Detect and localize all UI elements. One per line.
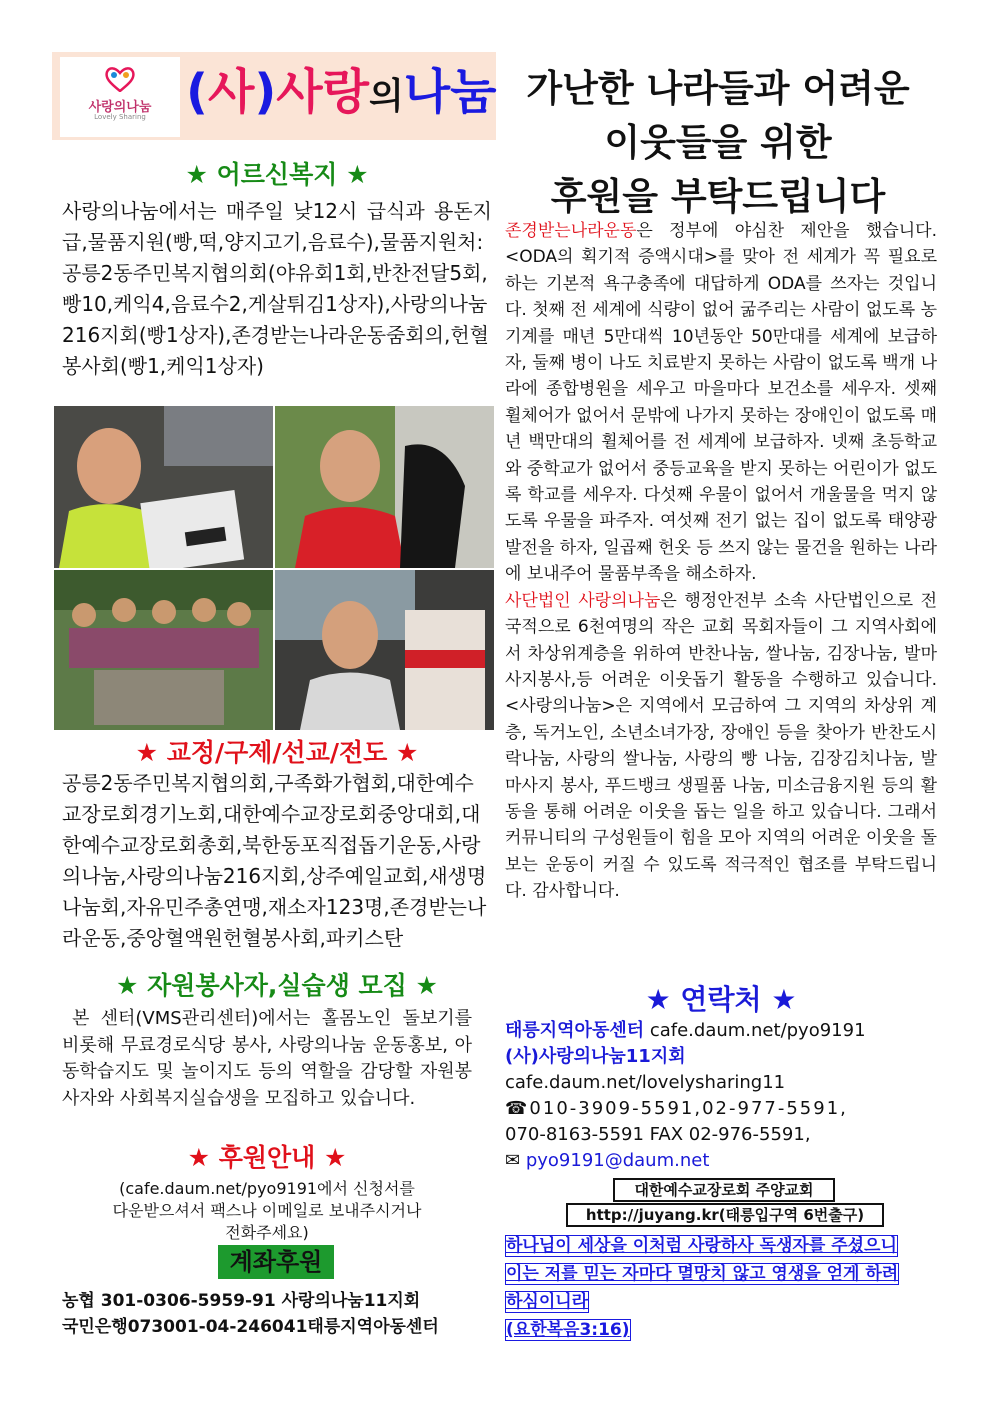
donation-line: 전화주세요) xyxy=(225,1223,309,1242)
verse-line: 이는 저를 믿는 자마다 멸망치 않고 영생을 얻게 하려 xyxy=(506,1264,899,1284)
center-name: 태릉지역아동센터 xyxy=(505,1020,645,1041)
brand-na: 나 xyxy=(403,64,451,120)
verse-line: 하나님이 세상을 이처럼 사랑하사 독생자를 주셨으니 xyxy=(506,1236,897,1256)
donation-line: 다운받으셔서 팩스나 이메일로 보내주시거나 xyxy=(112,1201,422,1220)
photo-3 xyxy=(54,570,273,730)
mission-title: ★ 교정/구제/선교/전도 ★ xyxy=(135,738,419,767)
email-link[interactable]: pyo9191@daum.net xyxy=(525,1150,710,1171)
oda-highlight: 존경받는나라운동 xyxy=(505,221,637,241)
logo-subtitle: Lovely Sharing xyxy=(94,113,146,121)
verse-line: 하심이니라 xyxy=(506,1292,589,1312)
oda-body: 은 정부에 야심찬 제안을 했습니다. <ODA의 획기적 증액시대>를 맞아 전 세계가 꼭 필요로 하는 기본적 욕구충족에 대답하게 ODA를 쓰자는 것입니다. 첫째 전 세계에 식량이 없어 굶주리는 사람이 없도록 농기계를 매년 5만대씩 10년동안 50만대를 세계에 보급하자, 둘째 병이 나도 치료받지 못하는 사람이 없도록 백개 나라에 종합병원을 세우고 마을마다 보건소를 세우자. 셋째 휠체어가 없어서 문밖에 나가지 못하는 장애인이 없도록 매년 백만대의 휠체어를 전 세계에 보급하자. 넷째 초등학교와 중학교가 없어서 중등교육을 받지 못하는 어린이가 없도록 학교를 세우자. 다섯째 우물이 없어서 개울물을 먹지 않도록 우물을 파주자. 여섯째 전기 없는 집이 없도록 태양광 발전을 하자, 일곱째 헌옷 등 쓰지 않는 물건을 원하는 나라에 보내주어 물품부족을 해소하자. xyxy=(505,221,937,585)
church-url-link[interactable]: http://juyang.kr(태릉입구역 6번출구) xyxy=(566,1203,884,1227)
brand-open: ( xyxy=(186,64,208,120)
volunteer-body: 본 센터(VMS관리센터)에서는 홀몸노인 돌보기를 비롯해 무료경로식당 봉사, 사랑의나눔 운동홍보, 아동학습지도 및 놀이지도 등의 역할을 감당할 자원봉사자와 사회복지실습생을 모집하고 있습니다. xyxy=(62,1008,472,1109)
headline-line: 가난한 나라들과 어려운 xyxy=(526,67,910,110)
donation-info xyxy=(62,1178,472,1244)
account-badge: 계좌후원 xyxy=(218,1245,334,1279)
photo-2 xyxy=(275,406,494,568)
donation-title: ★ 후원안내 ★ xyxy=(187,1143,347,1172)
brand-title xyxy=(186,52,496,132)
right-article xyxy=(505,218,937,905)
org-highlight: 사단법인 사랑의나눔 xyxy=(505,590,661,611)
heart-logo-icon xyxy=(104,66,136,92)
account-kookmin: 국민은행073001-04-246041태릉지역아동센터 xyxy=(62,1317,439,1337)
photo-4 xyxy=(275,570,494,730)
phone-numbers: 010-3909-5591,02-977-5591, xyxy=(529,1098,848,1119)
bible-verse xyxy=(505,1232,940,1344)
headline-line: 이웃들을 위한 xyxy=(604,121,832,164)
branch-name: (사)사랑의나눔11지회 xyxy=(505,1046,686,1067)
headline-line: 후원을 부탁드립니다 xyxy=(550,175,886,218)
donation-line: (cafe.daum.net/pyo9191에서 신청서를 xyxy=(119,1179,415,1198)
photo-2-illustration xyxy=(275,406,494,568)
center-url-link[interactable]: cafe.daum.net/pyo9191 xyxy=(649,1020,866,1041)
mission-body: 공릉2동주민복지협의회,구족화가협회,대한예수교장로회경기노회,대한예수교장로회중앙대회,대한예수교장로회총회,북한동포직접돕기운동,사랑의나눔,사랑의나눔216지회,상주예일교회,새생명나눔회,자유민주총연맹,재소자123명,존경받는나라운동,중앙혈액원헌혈봉사회,파키스탄 xyxy=(62,771,487,950)
photo-4-illustration xyxy=(275,570,494,730)
church-name: 대한예수교장로회 주양교회 xyxy=(613,1178,835,1202)
contact-title: ★ 연락처 ★ xyxy=(645,983,797,1016)
photo-1-illustration xyxy=(54,406,273,568)
logo-text: 사랑의나눔 xyxy=(88,100,152,115)
elderly-body: 사랑의나눔에서는 매주일 낮12시 급식과 용돈지급,물품지원(빵,떡,양지고기,음료수),물품지원처:공릉2동주민복지협의회(야유회1회,반찬전달5회,빵10,케익4,음료수2,게살튀김1상자),사랑의나눔216지회(빵1상자),존경받는나라운동줌회의,헌혈봉사회(빵1,케익1상자) xyxy=(62,199,492,378)
branch-url-link[interactable]: cafe.daum.net/lovelysharing11 xyxy=(505,1072,786,1093)
headline xyxy=(498,62,938,224)
volunteer-title: ★ 자원봉사자,실습생 모집 ★ xyxy=(116,971,438,1000)
brand-sa: 사 xyxy=(207,64,255,120)
account-nonghyup: 농협 301-0306-5959-91 사랑의나눔11지회 xyxy=(62,1291,421,1311)
verse-reference: (요한복음3:16) xyxy=(506,1320,630,1340)
brand-num: 눔 xyxy=(450,64,497,120)
phone-icon: ☎ xyxy=(505,1098,530,1119)
photo-1 xyxy=(54,406,273,568)
mail-icon: ✉ xyxy=(505,1150,521,1171)
brand-sarang: 사랑 xyxy=(276,64,369,120)
brand-ui: 의 xyxy=(369,76,404,117)
photo-3-illustration xyxy=(54,570,273,730)
elderly-title: ★ 어르신복지 ★ xyxy=(185,160,369,189)
phone-fax: 070-8163-5591 FAX 02-976-5591, xyxy=(505,1124,811,1145)
account-list xyxy=(62,1288,492,1340)
contact-block xyxy=(505,1018,945,1174)
brand-close: ) xyxy=(254,64,277,120)
org-body: 은 행정안전부 소속 사단법인으로 전국적으로 6천여명의 작은 교회 목회자들이 그 지역사회에서 차상위계층을 위하여 반찬나눔, 쌀나눔, 김장나눔, 발마사지봉사,등 어려운 이웃돕기 활동을 수행하고 있습니다. <사랑의나눔>은 지역에서 모금하여 그 지역의 차상위 계층, 독거노인, 소년소녀가장, 장애인 등을 찾아가 반찬도시락나눔, 사랑의 쌀나눔, 사랑의 빵 나눔, 김장김치나눔, 발마사지 봉사, 푸드뱅크 생필품 나눔, 미소금융지원 등의 활동을 통해 어려운 이웃을 돕는 일을 하고 있습니다. 그래서 커뮤니티의 구성원들이 힘을 모아 지역의 어려운 이웃을 돌보는 운동이 커질 수 있도록 적극적인 협조를 부탁드립니다. 감사합니다. xyxy=(505,590,937,902)
